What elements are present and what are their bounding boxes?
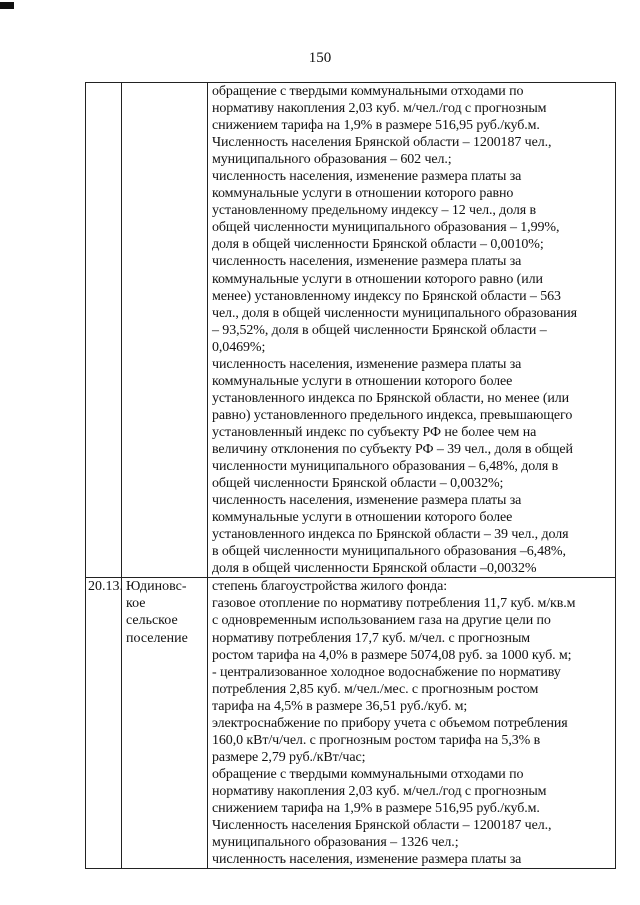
description-line: численность населения, изменение размера платы за (212, 254, 522, 270)
table-row (86, 83, 616, 578)
municipality-name-cell (122, 83, 208, 578)
description-line: нормативу потребления 17,7 куб. м/чел. с прогнозным (212, 630, 531, 646)
description-line: нормативу накопления 2,03 куб. м/чел./год с прогнозным (212, 101, 547, 117)
description-line: установленного индекса по Брянской области – 39 чел., доля (212, 527, 569, 543)
row-number: 20.13. (86, 578, 122, 869)
description-line: 0,0469%; (212, 339, 266, 355)
description-line: численность населения, изменение размера платы за (212, 169, 522, 185)
description-line: – 93,52%, доля в общей численности Брянской области – (212, 322, 547, 338)
document-table (85, 82, 616, 869)
description-cell (208, 578, 616, 869)
municipality-name-line: сельское (126, 613, 178, 629)
description-line: обращение с твердыми коммунальными отходами по (212, 84, 524, 99)
municipality-name-cell (122, 578, 208, 869)
description-line: муниципального образования – 602 чел.; (212, 152, 452, 168)
description-line: величину отклонения по субъекту РФ – 39 чел., доля в общей (212, 441, 573, 457)
row-number (86, 83, 122, 578)
description-line: общей численности Брянской области – 0,0032%; (212, 476, 504, 492)
municipality-name-line: кое (126, 596, 146, 612)
table-row (86, 578, 616, 869)
description-line: численность населения, изменение размера платы за (212, 493, 522, 509)
description-line: снижением тарифа на 1,9% в размере 516,95 руб./куб.м. (212, 118, 540, 134)
description-line: нормативу накопления 2,03 куб. м/чел./год с прогнозным (212, 783, 547, 799)
description-line: степень благоустройства жилого фонда: (212, 579, 448, 595)
description-line: равно) установленного предельного индекса, превышающего (212, 407, 573, 423)
description-line: коммунальные услуги в отношении которого более (212, 510, 513, 526)
description-line: размере 2,79 руб./кВт/час; (212, 749, 366, 765)
municipality-name-line: Юдиновс- (126, 579, 187, 595)
municipality-name-line: поселение (126, 630, 188, 646)
description-line: газовое отопление по нормативу потребления 11,7 куб. м/кв.м (212, 596, 576, 612)
scan-corner-mark (0, 2, 14, 9)
description-line: Численность населения Брянской области – 1200187 чел., (212, 818, 552, 834)
description-line: Численность населения Брянской области – 1200187 чел., (212, 135, 552, 151)
table-body (86, 83, 616, 869)
description-line: общей численности муниципального образования – 1,99%, (212, 220, 560, 236)
description-line: муниципального образования – 1326 чел.; (212, 835, 459, 851)
description-line: коммунальные услуги в отношении которого более (212, 373, 513, 389)
description-line: обращение с твердыми коммунальными отходами по (212, 766, 524, 782)
description-line: в общей численности муниципального образования –6,48%, (212, 544, 566, 560)
description-cell (208, 83, 616, 578)
description-line: чел., доля в общей численности муниципального образования (212, 305, 577, 321)
description-line: тарифа на 4,5% в размере 36,51 руб./куб. м; (212, 698, 468, 714)
description-line: - централизованное холодное водоснабжение по нормативу (212, 664, 561, 680)
description-line: с одновременным использованием газа на другие цели по (212, 613, 551, 629)
description-line: электроснабжение по прибору учета с объемом потребления (212, 715, 568, 731)
description-line: установленному предельному индексу – 12 чел., доля в (212, 203, 537, 219)
description-line: потребления 2,85 куб. м/чел./мес. с прогнозным ростом (212, 681, 539, 697)
description-line: численность населения, изменение размера платы за (212, 356, 522, 372)
page-number: 150 (308, 50, 332, 66)
description-line: 160,0 кВт/ч/чел. с прогнозным ростом тарифа на 5,3% в (212, 732, 541, 748)
description-line: менее) установленному индексу по Брянской области – 563 (212, 288, 561, 304)
description-line: коммунальные услуги в отношении которого равно (212, 186, 514, 202)
description-line: доля в общей численности Брянской области – 0,0010%; (212, 237, 544, 253)
page-bottom-margin (0, 870, 640, 905)
description-line: установленного индекса по Брянской области, но менее (или (212, 390, 570, 406)
description-line: ростом тарифа на 4,0% в размере 5074,08 руб. за 1000 куб. м; (212, 647, 572, 663)
description-line: доля в общей численности Брянской области –0,0032% (212, 561, 537, 577)
description-line: коммунальные услуги в отношении которого равно (или (212, 271, 543, 287)
description-line: численности муниципального образования – 6,48%, доля в (212, 459, 559, 475)
description-line: установленный индекс по субъекту РФ не более чем на (212, 424, 537, 440)
description-line: снижением тарифа на 1,9% в размере 516,95 руб./куб.м. (212, 800, 540, 816)
description-line: численность населения, изменение размера платы за (212, 852, 522, 868)
